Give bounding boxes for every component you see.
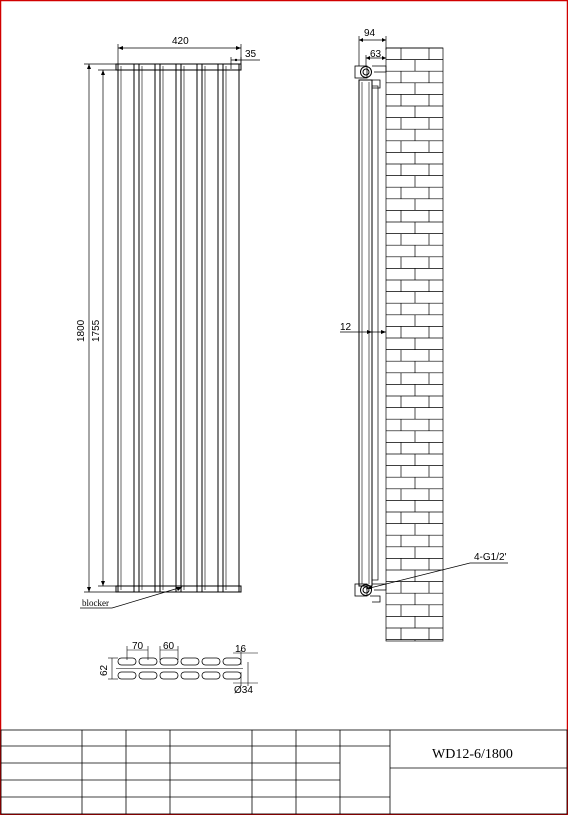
dim-width-label: 420 — [172, 36, 189, 47]
tube-sections-top — [118, 658, 241, 665]
tube-1 — [118, 64, 134, 592]
tube-sections-bottom — [118, 672, 241, 679]
section-depth-label: 62 — [99, 664, 110, 676]
dim-wall-gap-label: 12 — [340, 322, 352, 333]
dim-height-overall-label: 1800 — [76, 319, 87, 342]
top-header — [116, 64, 241, 70]
tube-6 — [223, 64, 239, 592]
dim-offset-label: 35 — [245, 49, 257, 60]
brick-wall — [386, 48, 443, 641]
title-block — [1, 730, 567, 814]
section-end-label: 16 — [235, 644, 247, 655]
section-diameter-label: Ø34 — [234, 685, 253, 696]
section-tube-width-label: 60 — [163, 641, 175, 652]
blocker-label: blocker — [82, 598, 109, 608]
tube-2 — [139, 64, 155, 592]
sheet-border — [1, 1, 568, 815]
dim-height-centres-label: 1755 — [91, 319, 102, 342]
tube-4 — [181, 64, 197, 592]
tube-5 — [202, 64, 218, 592]
radiator-side-profile — [359, 80, 372, 586]
brick-wall-outline — [386, 48, 443, 641]
model-number: WD12-6/1800 — [432, 747, 513, 762]
connection-label: 4-G1/2' — [474, 552, 507, 563]
dim-depth-label: 94 — [364, 28, 376, 39]
dim-pipe-offset-label: 63 — [370, 49, 382, 60]
top-bracket — [355, 66, 386, 88]
section-pitch-label: 70 — [132, 641, 144, 652]
side-view — [340, 36, 508, 641]
front-view — [80, 44, 260, 608]
tube-3 — [160, 64, 176, 592]
radiator-tubes — [118, 64, 239, 592]
